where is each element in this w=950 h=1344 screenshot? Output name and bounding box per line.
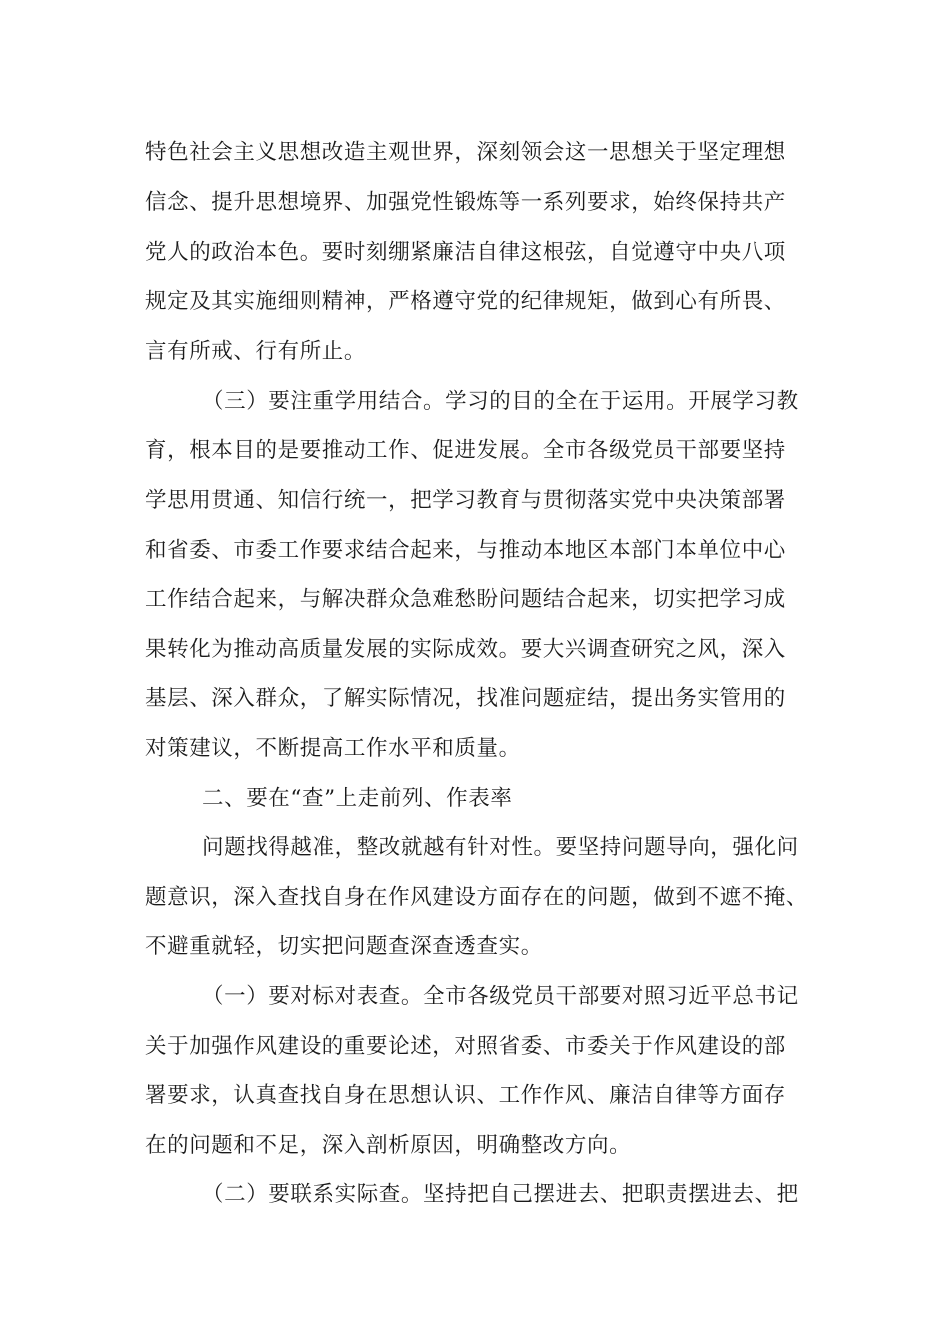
- text-line-12: 基层、深入群众，了解实际情况，找准问题症结，提出务实管用的: [145, 686, 786, 711]
- text-line-5: 言有所戒、行有所止。: [145, 339, 367, 364]
- text-line-19: 关于加强作风建设的重要论述，对照省委、市委关于作风建设的部: [145, 1034, 786, 1059]
- text-line-11: 果转化为推动高质量发展的实际成效。要大兴调查研究之风，深入: [145, 637, 786, 662]
- text-line-3: 党人的政治本色。要时刻绷紧廉洁自律这根弦，自觉遵守中央八项: [145, 240, 786, 265]
- text-line-8: 学思用贯通、知信行统一，把学习教育与贯彻落实党中央决策部署: [145, 488, 786, 513]
- text-line-7: 育，根本目的是要推动工作、促进发展。全市各级党员干部要坚持: [145, 438, 786, 463]
- text-line-2: 信念、提升思想境界、加强党性锻炼等一系列要求，始终保持共产: [145, 190, 786, 215]
- text-line-17: 不避重就轻，切实把问题查深查透查实。: [145, 934, 543, 959]
- text-line-16: 题意识，深入查找自身在作风建设方面存在的问题，做到不遮不掩、: [145, 885, 809, 910]
- section-3-heading-line: （三）要注重学用结合。学习的目的全在于运用。开展学习教: [202, 389, 799, 414]
- section-heading-2: 二、要在“查”上走前列、作表率: [202, 786, 513, 811]
- text-line-4: 规定及其实施细则精神，严格遵守党的纪律规矩，做到心有所畏、: [145, 289, 786, 314]
- text-line-20: 署要求，认真查找自身在思想认识、工作作风、廉洁自律等方面存: [145, 1083, 786, 1108]
- text-line-9: 和省委、市委工作要求结合起来，与推动本地区本部门本单位中心: [145, 538, 786, 563]
- text-line-13: 对策建议，不断提高工作水平和质量。: [145, 736, 521, 761]
- paragraph-start-line: 问题找得越准，整改就越有针对性。要坚持问题导向，强化问: [202, 835, 799, 860]
- text-line-1: 特色社会主义思想改造主观世界，深刻领会这一思想关于坚定理想: [145, 140, 786, 165]
- text-line-10: 工作结合起来，与解决群众急难愁盼问题结合起来，切实把学习成: [145, 587, 786, 612]
- text-line-21: 在的问题和不足，深入剖析原因，明确整改方向。: [145, 1133, 632, 1158]
- subsection-1-heading-line: （一）要对标对表查。全市各级党员干部要对照习近平总书记: [202, 984, 799, 1009]
- subsection-2-heading-line: （二）要联系实际查。坚持把自己摆进去、把职责摆进去、把: [202, 1182, 799, 1207]
